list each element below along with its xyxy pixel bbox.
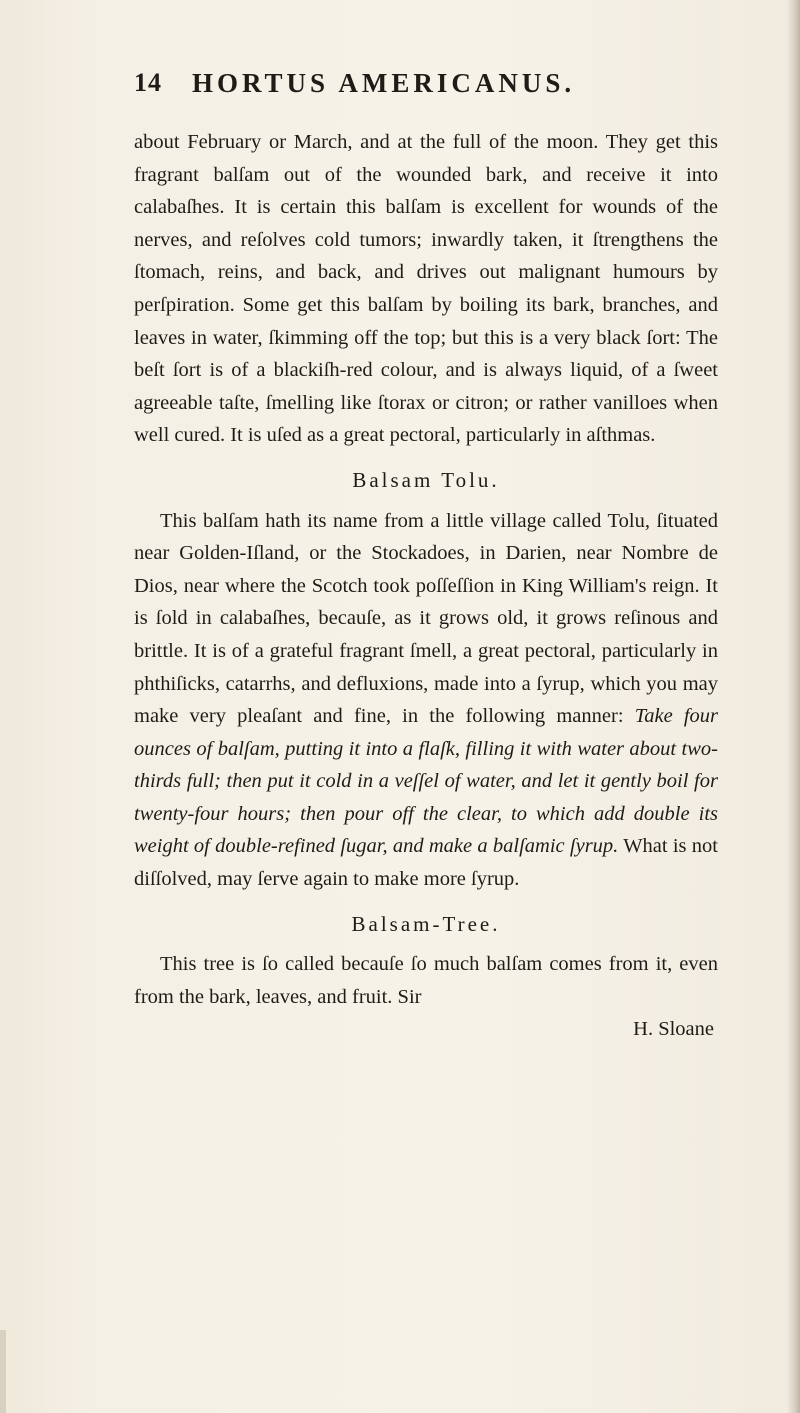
recipe-italic-text: Take four ounces of balſam, putting it into a flaſk, filling it with water about two-thirds full; then put it cold in a veſſel of water, and let it gently boil for twenty-four hours; then pour off the clear, to which add double its weight of double-refined ſugar, and make a balſamic ſyrup. [134, 705, 719, 858]
paragraph-balsam-tolu-text: This balſam hath its name from a little village called Tolu, ſituated near Golden-Iſland, or the Stockadoes, in Darien, near Nombre de Dios, near where the Scotch took poſſeſſion in King William's reign. It is ſold in calabaſhes, becauſe, as it grows old, it grows reſinous and brittle. It is of a grateful fragrant ſmell, a great pectoral, particularly in phthiſicks, catarrhs, and defluxions, made into a ſyrup, which you may make very pleaſant and fine, in the following manner: [134, 509, 718, 728]
paragraph-balsam-tree: This tree is ſo called becauſe ſo much balſam comes from it, even from the bark, leaves, and fruit. Sir [134, 953, 718, 1008]
section-heading-balsam-tolu: Balsam Tolu. [352, 467, 500, 492]
page-body [134, 126, 718, 1046]
page-gutter-mark [0, 1330, 6, 1413]
running-head: HORTUS AMERICANUS. [192, 68, 576, 98]
page-header [134, 68, 718, 112]
catchword: H. Sloane [633, 1018, 714, 1041]
page-number: 14 [134, 68, 162, 97]
paragraph-balsam-tolu [134, 505, 718, 896]
paragraph-balsam-continued: about February or March, and at the full of the moon. They get this fragrant balſam out of the wounded bark, and receive it into calabaſhes. It is certain this balſam is excellent for wounds of the nerves, and reſolves cold tumors; inwardly taken, it ſtrengthens the ſtomach, reins, and back, and drives out malignant humours by perſpiration. Some get this balſam by boiling its bark, branches, and leaves in water, ſkimming off the top; but this is a very black ſort: The beſt ſort is of a blackiſh-red colour, and is always liquid, of a ſweet agreeable taſte, ſmelling like ſtorax or citron; or rather vanilloes when well cured. It is uſed as a great pectoral, particularly in aſthmas. [134, 131, 718, 447]
paragraph-balsam-tolu-end: What is not diſſolved, may ſerve again to make more ſyrup. [134, 835, 718, 891]
page-binding-edge [786, 0, 800, 1413]
section-heading-balsam-tree: Balsam-Tree. [351, 911, 501, 936]
